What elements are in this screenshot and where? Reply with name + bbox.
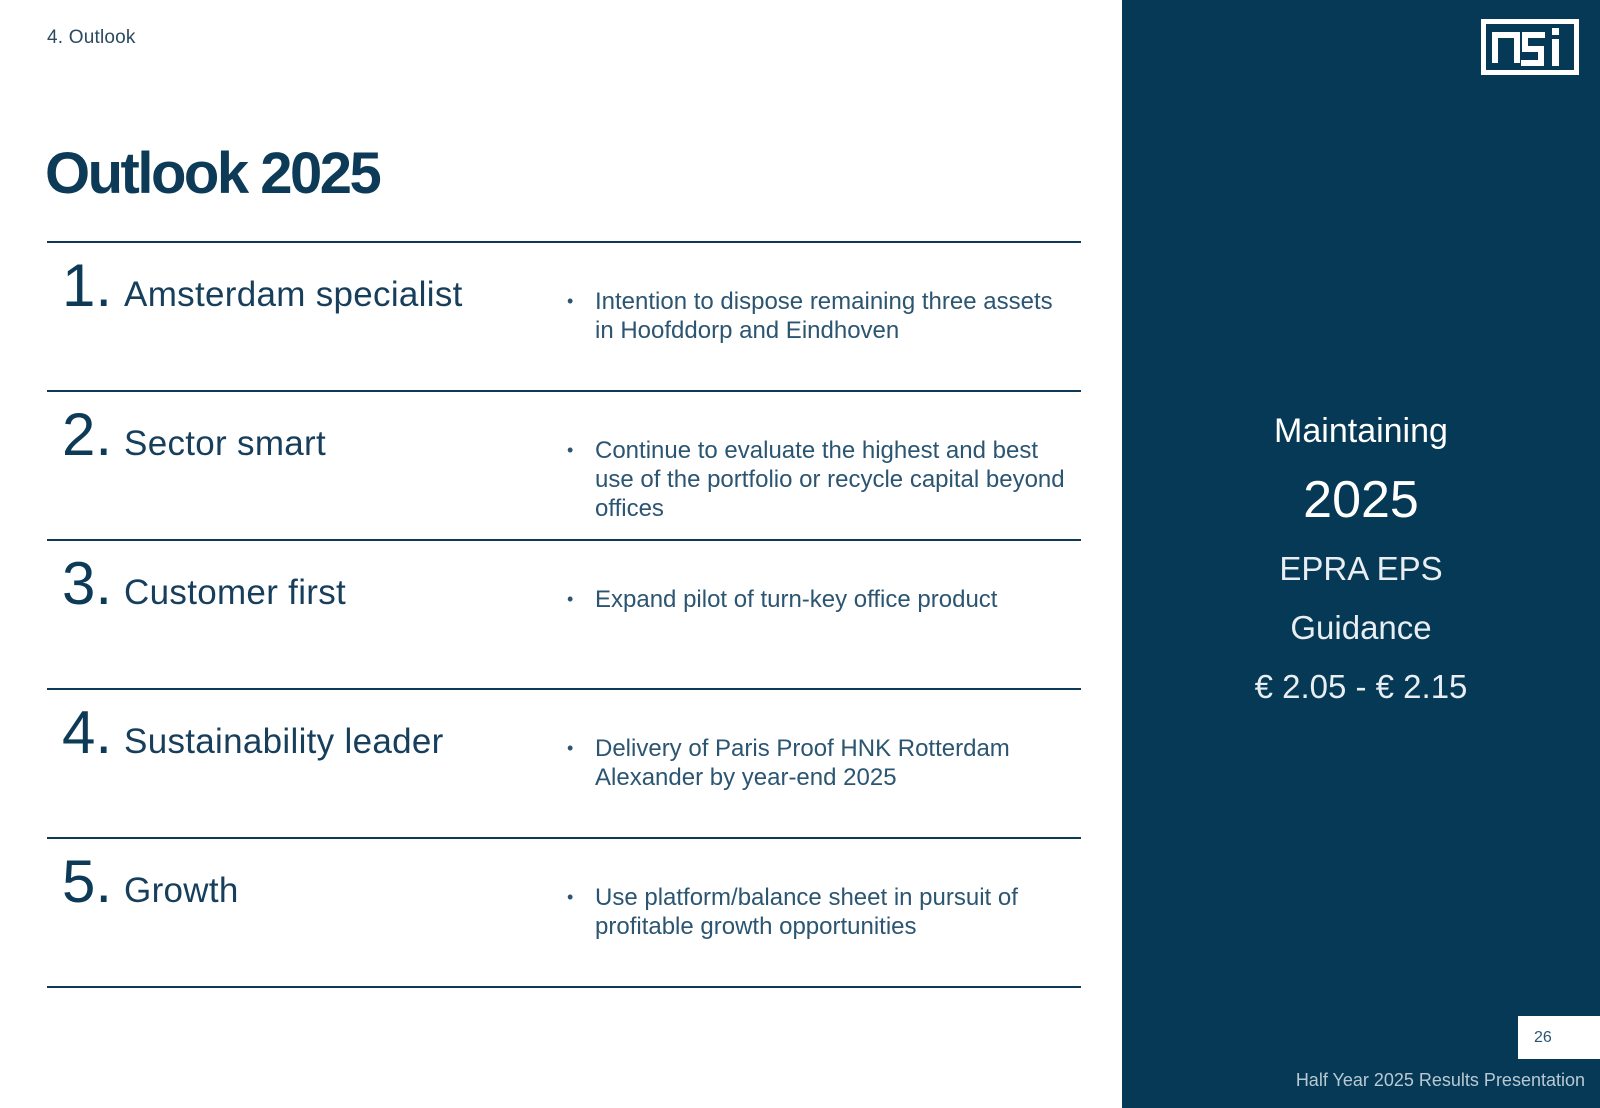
guidance-metric: EPRA EPS [1279, 550, 1443, 587]
row-bullet: • Intention to dispose remaining three assets in Hoofddorp and Eindhoven [567, 287, 1067, 345]
guidance-year: 2025 [1303, 471, 1419, 529]
outlook-row-5 [47, 839, 1081, 988]
row-title: Sector smart [124, 424, 327, 463]
row-title: Customer first [124, 573, 347, 612]
nsi-logo-icon [1481, 19, 1579, 75]
guidance-panel [1122, 0, 1600, 1108]
row-bullet: • Continue to evaluate the highest and best use of the portfolio or recycle capital beyond offices [567, 436, 1067, 523]
outlook-row-1 [47, 243, 1081, 392]
page-title: Outlook 2025 [45, 141, 380, 206]
row-title: Sustainability leader [124, 722, 444, 761]
page-number: 26 [1518, 1016, 1600, 1059]
row-number: 3. [62, 550, 113, 617]
row-bullet: • Expand pilot of turn-key office product [567, 585, 1067, 614]
footer-text: Half Year 2025 Results Presentation [1295, 1070, 1585, 1090]
row-title: Amsterdam specialist [124, 275, 463, 314]
guidance-range: € 2.05 - € 2.15 [1254, 668, 1468, 705]
guidance-label: Guidance [1290, 609, 1432, 646]
row-number: 2. [62, 401, 113, 468]
row-bullet: • Delivery of Paris Proof HNK Rotterdam Alexander by year-end 2025 [567, 734, 1067, 792]
outlook-list [47, 241, 1081, 988]
row-title: Growth [124, 871, 239, 910]
row-number: 5. [62, 848, 113, 915]
section-label: 4. Outlook [47, 27, 136, 48]
outlook-row-4 [47, 690, 1081, 839]
row-number: 1. [62, 252, 113, 319]
guidance-maintaining: Maintaining [1274, 412, 1448, 450]
row-bullet: • Use platform/balance sheet in pursuit of profitable growth opportunities [567, 883, 1067, 941]
outlook-row-3 [47, 541, 1081, 690]
row-number: 4. [62, 699, 113, 766]
outlook-row-2 [47, 392, 1081, 541]
